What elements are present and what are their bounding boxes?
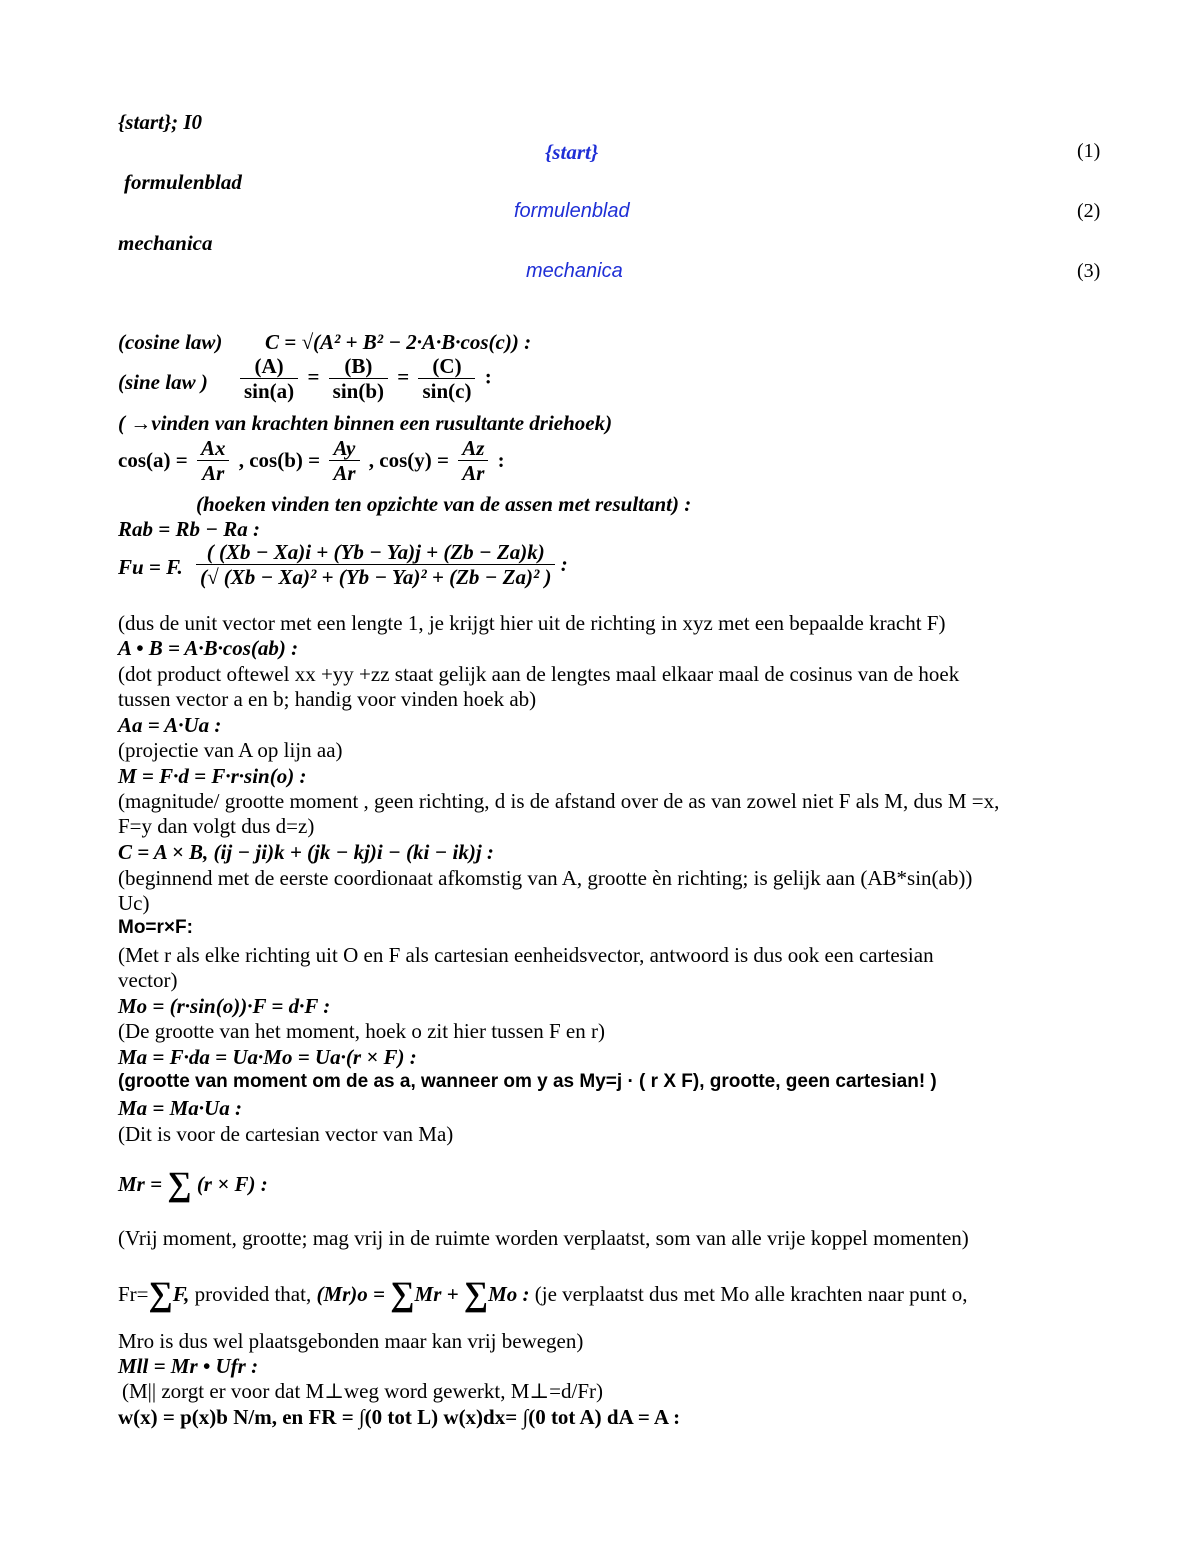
rab-equation: Rab = Rb − Ra : [118,517,260,541]
sine-law-label: (sine law ) [118,370,208,394]
mo-rf-equation: Mo=r×F: [118,917,193,938]
sigma-symbol: ∑ [167,1166,192,1203]
resultant-note: ( →vinden van krachten binnen een rusultante driehoek) [118,411,613,435]
mr-note: (Vrij moment, grootte; mag vrij in de ruimte worden verplaatst, som van alle vrije koppel momenten) [118,1226,969,1250]
ma-vector-equation: Ma = Ma·Ua : [118,1096,242,1120]
formulenblad-centered: formulenblad [514,200,630,222]
mo-rf-note-2: vector) [118,968,178,992]
wx-equation: w(x) = p(x)b N/m, en FR = ∫(0 tot L) w(x)dx= ∫(0 tot A) dA = A : [118,1405,681,1429]
sine-fraction-a: $\frac{(A)}{\sin(a)}$ [240,354,298,403]
start-line: {start}; I0 [118,110,203,134]
equation-number-2: (2) [1077,200,1101,222]
mr-equation: Mr = ∑ (r × F) : [118,1166,268,1203]
cosine-law-label: (cosine law) [118,330,223,354]
fu-note: (dus de unit vector met een lengte 1, je krijgt hier uit de richting in xyz met een bepaalde kracht F) [118,611,946,635]
equation-number-1: (1) [1077,140,1101,162]
mll-note: (M|| zorgt er voor dat M⊥weg word gewerkt, M⊥=d/Fr) [122,1379,604,1403]
fr-line: Fr=∑F, provided that, (Mr)o = ∑Mr + ∑Mo : (je verplaatst dus met Mo alle krachten naar punt o, [118,1276,968,1313]
dot-product-note-1: (dot product oftewel xx +yy +zz staat gelijk aan de lengtes maal elkaar maal de cosinus van de hoek [118,662,960,686]
sine-fraction-b: $\frac{(B)}{\sin(b)}$ [329,354,388,403]
formulenblad-label: formulenblad [124,170,242,194]
dot-product-equation: A • B = A·B·cos(ab) : [118,636,299,660]
dot-product-note-2: tussen vector a en b; handig voor vinden hoek ab) [118,687,537,711]
ma-note: (grootte van moment om de as a, wanneer om y as My=j · ( r X F), grootte, geen cartesian! ) [118,1071,937,1092]
cross-product-note-2: Uc) [118,891,150,915]
mo-magnitude-equation: Mo = (r·sin(o))·F = d·F : [118,994,331,1018]
projection-equation: Aa = A·Ua : [118,713,222,737]
sine-law-equation: $\frac{(A)}{\sin(a)}$ = $\frac{(B)}{\sin(b)}$ = $\frac{(C)}{\sin(c)}$ : [236,354,492,403]
mll-equation: Mll = Mr • Ufr : [118,1354,259,1378]
fu-fraction: $\frac{( (Xb - Xa)i + (Yb - Ya)j + (Zb - Za)k)}{\text{(√ (Xb − Xa)² + (Yb − Ya)² + (Zb − Za)² )}}$ : [196,540,568,589]
mo-magnitude-note: (De grootte van het moment, hoek o zit hier tussen F en r) [118,1019,605,1043]
mechanica-label: mechanica [118,231,213,255]
sine-fraction-c: $\frac{(C)}{\sin(c)}$ [418,354,475,403]
ma-equation: Ma = F·da = Ua·Mo = Ua·(r × F) : [118,1045,417,1069]
ma-vector-note: (Dit is voor de cartesian vector van Ma) [118,1122,454,1146]
fr-note-2: Mro is dus wel plaatsgebonden maar kan vrij bewegen) [118,1329,584,1353]
mechanica-centered: mechanica [526,260,623,282]
cross-product-equation: C = A × B, (ij − ji)k + (jk − kj)i − (ki − ik)j : [118,840,494,864]
mo-rf-note-1: (Met r als elke richting uit O en F als cartesian eenheidsvector, antwoord is dus ook een cartesian [118,943,934,967]
angles-note: (hoeken vinden ten opzichte van de assen met resultant) : [196,492,692,516]
moment-equation: M = F·d = F·r·sin(o) : [118,764,307,788]
cross-product-note-1: (beginnend met de eerste coordionaat afkomstig van A, grootte èn richting; is gelijk aan (AB*sin(ab)) [118,866,973,890]
start-centered: {start} [545,140,599,164]
projection-note: (projectie van A op lijn aa) [118,738,343,762]
direction-cosines: cos(a) = $\frac{Ax}{Ar}$ , cos(b) = $\frac{Ay}{Ar}$ , cos(y) = $\frac{Az}{Ar}$ : [118,436,505,485]
moment-note-1: (magnitude/ grootte moment , geen richting, d is de afstand over de as van zowel niet F als M, dus M =x, [118,789,1000,813]
equation-number-3: (3) [1077,260,1101,282]
fu-lhs: Fu = F. [118,555,183,579]
cosine-law-equation: C = √(A² + B² − 2·A·B·cos(c)) : [265,330,532,354]
moment-note-2: F=y dan volgt dus d=z) [118,814,315,838]
